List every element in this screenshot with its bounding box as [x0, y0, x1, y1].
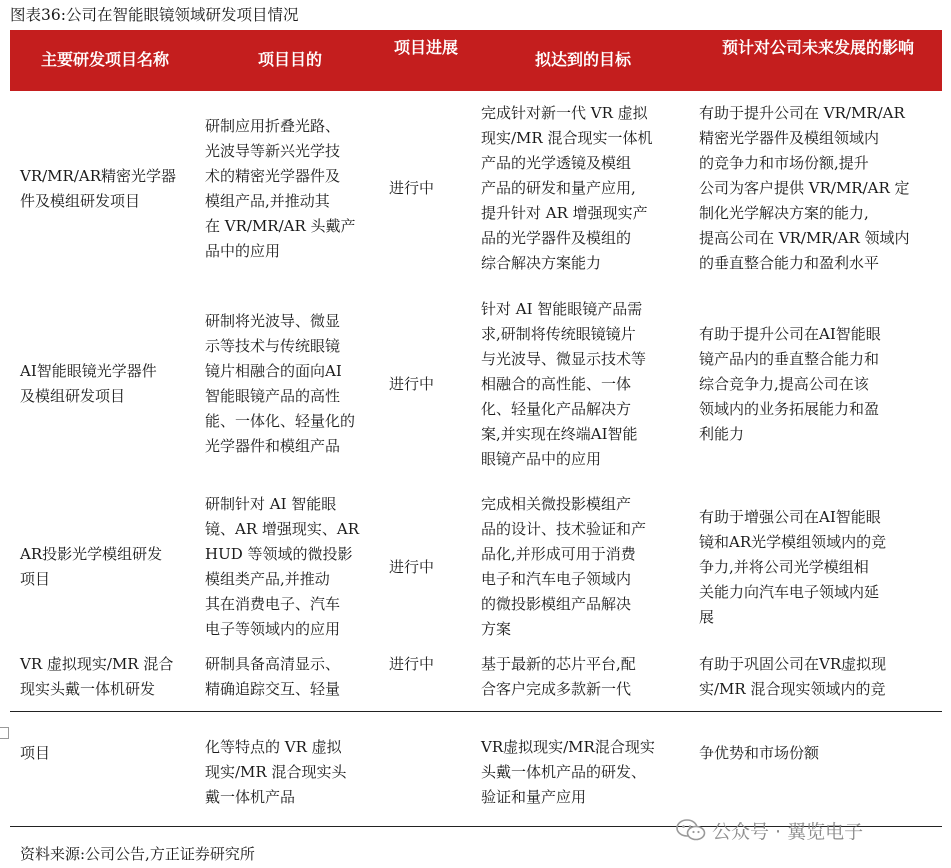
- cell-line: 完成针对新一代 VR 虚拟: [481, 104, 648, 122]
- watermark-text: 公众号 · 翼览电子: [712, 820, 864, 843]
- cell-line: 现实/MR 混合现实头: [205, 763, 347, 781]
- cell-line: 光波导等新兴光学技: [205, 142, 341, 160]
- cell-line: 件及模组研发项目: [20, 192, 141, 210]
- cell-line: 案,并实现在终端AI智能: [481, 425, 638, 443]
- cell-line: 项目进: [393, 38, 442, 57]
- cell-name: [20, 741, 192, 766]
- cell-line: 镜和AR光学模组领域内的竞: [699, 533, 887, 551]
- cell-line: 研制应用折叠光路、: [205, 117, 341, 135]
- cell-progress: [389, 652, 459, 677]
- cell-line: 进行中: [389, 375, 435, 393]
- cell-line: 的微投影模组产品解决: [481, 595, 632, 613]
- cell-line: 光学器件和模组产品: [205, 437, 341, 455]
- cell-purpose: [205, 309, 375, 459]
- cell-line: 电子和汽车电子领域内: [481, 570, 632, 588]
- cell-line: 争力,并将公司光学模组相: [699, 558, 869, 576]
- cell-purpose: [205, 652, 375, 702]
- cell-progress: [389, 555, 459, 580]
- cell-line: 合客户完成多款新一代: [481, 680, 632, 698]
- cell-line: 品的光学器件及模组的: [481, 229, 632, 247]
- cell-line: 公司为客户提供 VR/MR/AR 定: [699, 179, 910, 197]
- cell-line: 综合竞争力,提高公司在该: [699, 375, 869, 393]
- cell-line: 完成相关微投影模组产: [481, 495, 632, 513]
- cell-line: 电子等领域内的应用: [205, 620, 341, 638]
- cell-line: 实/MR 混合现实领域内的竞: [699, 680, 886, 698]
- cell-line: 精密光学器件及模组领域内: [699, 129, 880, 147]
- cell-line: 能、一体化、轻量化的: [205, 412, 356, 430]
- cell-line: 及模组研发项目: [20, 387, 126, 405]
- cell-line: 进行中: [389, 179, 435, 197]
- cell-line: 现实头戴一体机研发: [20, 680, 156, 698]
- cell-line: 产品的研发和量产应用,: [481, 179, 636, 197]
- page-break-marker: [0, 727, 9, 739]
- cell-line: 化、轻量化产品解决方: [481, 400, 632, 418]
- cell-line: 有助于巩固公司在VR虚拟现: [699, 655, 887, 673]
- cell-line: 在 VR/MR/AR 头戴产: [205, 217, 356, 235]
- cell-line: 展: [442, 38, 459, 57]
- cell-line: 术的精密光学器件及: [205, 167, 341, 185]
- cell-line: 其在消费电子、汽车: [205, 595, 341, 613]
- cell-line: 制化光学解决方案的能力,: [699, 204, 869, 222]
- cell-purpose: [205, 114, 375, 264]
- cell-name: [20, 164, 192, 214]
- cell-line: 争优势和市场份额: [699, 744, 820, 762]
- cell-impact: [699, 101, 944, 276]
- cell-line: 方案: [481, 620, 512, 638]
- cell-line: 进行中: [389, 655, 435, 673]
- header-project-progress: [380, 34, 472, 62]
- cell-line: 头戴一体机产品的研发、: [481, 763, 647, 781]
- cell-line: 项目: [20, 744, 51, 762]
- figure-title: 图表36:公司在智能眼镜领域研发项目情况: [10, 6, 299, 24]
- cell-line: 主要研发项目名称: [40, 50, 169, 69]
- cell-line: 智能眼镜产品的高性: [205, 387, 341, 405]
- cell-impact: [699, 505, 944, 630]
- cell-purpose: [205, 492, 375, 642]
- cell-line: 提升针对 AR 增强现实产: [481, 204, 648, 222]
- cell-progress: [389, 176, 459, 201]
- cell-line: 镜、AR 增强现实、AR: [205, 520, 360, 538]
- table-divider-line: [10, 711, 942, 712]
- cell-target: [481, 735, 691, 810]
- cell-name: [20, 359, 192, 409]
- cell-line: 求,研制将传统眼镜镜片: [481, 325, 636, 343]
- cell-line: 化等特点的 VR 虚拟: [205, 738, 342, 756]
- cell-line: 品中的应用: [205, 242, 281, 260]
- cell-line: 领域内的业务拓展能力和盈: [699, 400, 880, 418]
- cell-line: 模组产品,并推动其: [205, 192, 330, 210]
- cell-line: 有助于增强公司在AI智能眼: [699, 508, 881, 526]
- cell-line: 与光波导、微显示技术等: [481, 350, 647, 368]
- cell-line: 品化,并形成可用于消费: [481, 545, 636, 563]
- cell-line: 眼镜产品中的应用: [481, 450, 602, 468]
- cell-line: 综合解决方案能力: [481, 254, 602, 272]
- header-project-purpose: [200, 46, 380, 74]
- cell-line: 产品的光学透镜及模组: [481, 154, 632, 172]
- cell-line: 响: [898, 38, 915, 57]
- cell-target: [481, 297, 691, 472]
- cell-line: 展: [699, 608, 715, 626]
- cell-line: 镜产品内的垂直整合能力和: [699, 350, 880, 368]
- cell-line: 项目: [20, 570, 51, 588]
- cell-line: 有助于提升公司在AI智能眼: [699, 325, 881, 343]
- cell-line: 针对 AI 智能眼镜产品需: [481, 300, 643, 318]
- cell-name: [20, 542, 192, 592]
- cell-line: 关能力向汽车电子领域内延: [699, 583, 880, 601]
- cell-name: [20, 652, 192, 702]
- cell-line: 验证和量产应用: [481, 788, 587, 806]
- cell-line: 品的设计、技术验证和产: [481, 520, 647, 538]
- cell-line: 镜片相融合的面向AI: [205, 362, 342, 380]
- cell-target: [481, 492, 691, 642]
- cell-line: HUD 等领域的微投影: [205, 545, 353, 563]
- cell-line: VR 虚拟现实/MR 混合: [20, 655, 174, 673]
- header-project-target: [472, 46, 694, 74]
- source-note: 资料来源:公司公告,方正证券研究所: [20, 845, 255, 863]
- cell-line: AR投影光学模组研发: [20, 545, 163, 563]
- cell-impact: [699, 322, 944, 447]
- cell-line: 研制针对 AI 智能眼: [205, 495, 337, 513]
- cell-line: 的竞争力和市场份额,提升: [699, 154, 869, 172]
- header-project-name: [10, 46, 200, 74]
- wechat-watermark: [676, 817, 863, 843]
- cell-impact: [699, 652, 944, 702]
- cell-line: 拟达到的目标: [534, 50, 631, 69]
- wechat-icon: [676, 819, 706, 841]
- cell-line: 研制将光波导、微显: [205, 312, 341, 330]
- cell-target: [481, 652, 691, 702]
- cell-line: VR虚拟现实/MR混合现实: [481, 738, 655, 756]
- cell-line: 利能力: [699, 425, 745, 443]
- cell-line: 提高公司在 VR/MR/AR 领域内: [699, 229, 910, 247]
- cell-line: 戴一体机产品: [205, 788, 296, 806]
- cell-line: AI智能眼镜光学器件: [20, 362, 157, 380]
- cell-line: VR/MR/AR精密光学器: [20, 167, 177, 185]
- cell-line: 现实/MR 混合现实一体机: [481, 129, 653, 147]
- cell-target: [481, 101, 691, 276]
- cell-progress: [389, 372, 459, 397]
- cell-line: 相融合的高性能、一体: [481, 375, 632, 393]
- cell-line: 项目目的: [257, 50, 322, 69]
- cell-line: 的垂直整合能力和盈利水平: [699, 254, 880, 272]
- cell-line: 有助于提升公司在 VR/MR/AR: [699, 104, 905, 122]
- cell-line: 模组类产品,并推动: [205, 570, 330, 588]
- table-header: [10, 30, 942, 91]
- cell-purpose: [205, 735, 375, 810]
- cell-line: 预计对公司未来发展的影: [721, 38, 898, 57]
- cell-line: 进行中: [389, 558, 435, 576]
- cell-line: 基于最新的芯片平台,配: [481, 655, 636, 673]
- cell-line: 研制具备高清显示、: [205, 655, 341, 673]
- cell-impact: [699, 741, 944, 766]
- cell-line: 精确追踪交互、轻量: [205, 680, 341, 698]
- header-future-impact: [694, 34, 942, 62]
- cell-line: 示等技术与传统眼镜: [205, 337, 341, 355]
